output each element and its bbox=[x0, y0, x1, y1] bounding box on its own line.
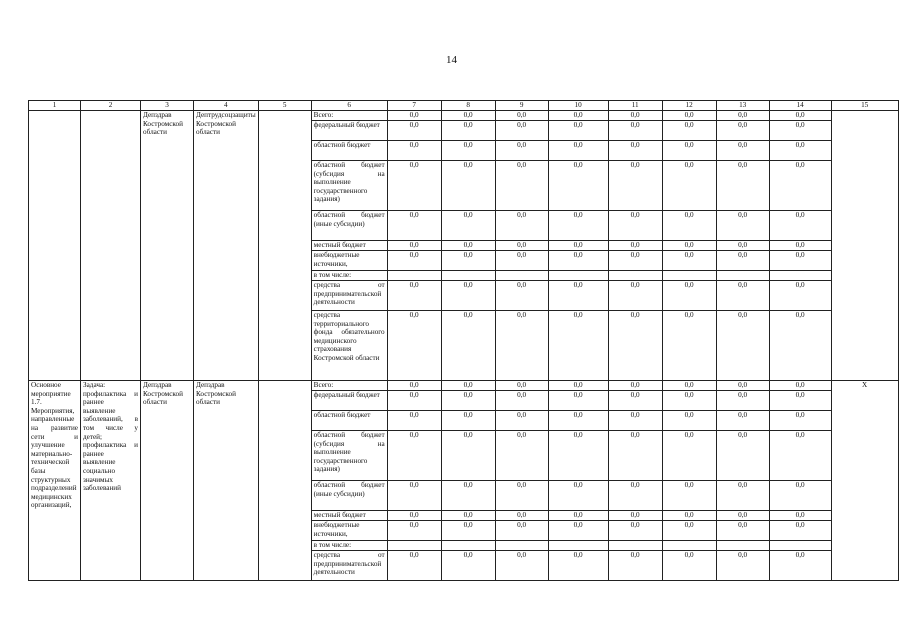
funding-source-label: областной бюджет bbox=[311, 411, 387, 431]
amount-cell: 0,0 bbox=[608, 241, 662, 251]
funding-source-label: внебюджетные источники, bbox=[311, 251, 387, 271]
amount-cell: 0,0 bbox=[495, 431, 548, 481]
amount-cell: 0,0 bbox=[769, 161, 831, 211]
program-activity-cell: Основное мероприятие 1.7. Мероприятия, направленные на развитие сети и улучшение материально-технической базы структурных подразделений медицинских организаций, bbox=[29, 381, 81, 581]
funding-source-label: средства территориального фонда обязательного медицинского страхования Костромской области bbox=[311, 311, 387, 381]
amount-cell: 0,0 bbox=[441, 481, 495, 511]
amount-cell: 0,0 bbox=[495, 121, 548, 141]
amount-cell bbox=[548, 541, 608, 551]
amount-cell: 0,0 bbox=[387, 211, 441, 241]
amount-cell bbox=[769, 541, 831, 551]
amount-cell: 0,0 bbox=[548, 521, 608, 541]
amount-cell: 0,0 bbox=[548, 161, 608, 211]
amount-cell: 0,0 bbox=[662, 551, 716, 581]
amount-cell: 0,0 bbox=[495, 141, 548, 161]
amount-cell: 0,0 bbox=[441, 381, 495, 391]
header-cell: 5 bbox=[258, 101, 311, 111]
co-executor-cell: Депздрав Костромской области bbox=[194, 381, 259, 581]
amount-cell: 0,0 bbox=[608, 121, 662, 141]
amount-cell bbox=[495, 271, 548, 281]
amount-cell: 0,0 bbox=[716, 431, 769, 481]
amount-cell: 0,0 bbox=[662, 251, 716, 271]
amount-cell: 0,0 bbox=[608, 411, 662, 431]
header-cell: 1 bbox=[29, 101, 81, 111]
amount-cell: 0,0 bbox=[769, 281, 831, 311]
amount-cell: 0,0 bbox=[716, 481, 769, 511]
amount-cell: 0,0 bbox=[387, 511, 441, 521]
amount-cell: 0,0 bbox=[495, 391, 548, 411]
amount-cell: 0,0 bbox=[548, 121, 608, 141]
funding-source-label: областной бюджет (иные субсидии) bbox=[311, 481, 387, 511]
amount-cell bbox=[769, 271, 831, 281]
funding-source-label: местный бюджет bbox=[311, 241, 387, 251]
header-cell: 9 bbox=[495, 101, 548, 111]
amount-cell: 0,0 bbox=[495, 511, 548, 521]
amount-cell: 0,0 bbox=[441, 521, 495, 541]
amount-cell: 0,0 bbox=[608, 381, 662, 391]
amount-cell: 0,0 bbox=[716, 241, 769, 251]
amount-cell: 0,0 bbox=[441, 431, 495, 481]
amount-cell: 0,0 bbox=[387, 161, 441, 211]
funding-source-label: в том числе: bbox=[311, 271, 387, 281]
header-cell: 13 bbox=[716, 101, 769, 111]
funding-source-label: федеральный бюджет bbox=[311, 121, 387, 141]
amount-cell: 0,0 bbox=[387, 481, 441, 511]
amount-cell: 0,0 bbox=[548, 251, 608, 271]
amount-cell: 0,0 bbox=[495, 381, 548, 391]
amount-cell: 0,0 bbox=[548, 111, 608, 121]
funding-source-label: федеральный бюджет bbox=[311, 391, 387, 411]
page-number: 14 bbox=[446, 54, 457, 66]
amount-cell: 0,0 bbox=[716, 411, 769, 431]
amount-cell: 0,0 bbox=[769, 391, 831, 411]
header-row bbox=[29, 101, 899, 111]
funding-source-label: средства от предпринимательской деятельности bbox=[311, 281, 387, 311]
header-cell: 12 bbox=[662, 101, 716, 111]
funding-source-label: областной бюджет bbox=[311, 141, 387, 161]
amount-cell: 0,0 bbox=[769, 511, 831, 521]
funding-source-label: внебюджетные источники, bbox=[311, 521, 387, 541]
amount-cell: 0,0 bbox=[716, 141, 769, 161]
amount-cell: 0,0 bbox=[548, 211, 608, 241]
amount-cell: 0,0 bbox=[769, 311, 831, 381]
amount-cell: 0,0 bbox=[662, 281, 716, 311]
amount-cell: 0,0 bbox=[608, 251, 662, 271]
amount-cell: 0,0 bbox=[441, 411, 495, 431]
amount-cell: 0,0 bbox=[495, 111, 548, 121]
amount-cell: 0,0 bbox=[662, 141, 716, 161]
empty-cell bbox=[258, 381, 311, 581]
amount-cell: 0,0 bbox=[608, 511, 662, 521]
amount-cell: 0,0 bbox=[716, 211, 769, 241]
amount-cell: 0,0 bbox=[548, 411, 608, 431]
amount-cell: 0,0 bbox=[548, 431, 608, 481]
amount-cell: 0,0 bbox=[608, 211, 662, 241]
amount-cell: 0,0 bbox=[441, 391, 495, 411]
amount-cell: 0,0 bbox=[769, 481, 831, 511]
amount-cell: 0,0 bbox=[769, 411, 831, 431]
empty-cell bbox=[258, 111, 311, 381]
amount-cell bbox=[495, 541, 548, 551]
amount-cell: 0,0 bbox=[608, 311, 662, 381]
amount-cell: 0,0 bbox=[441, 551, 495, 581]
amount-cell: 0,0 bbox=[716, 281, 769, 311]
amount-cell: 0,0 bbox=[769, 431, 831, 481]
amount-cell: 0,0 bbox=[441, 161, 495, 211]
program-activity-cell bbox=[29, 111, 81, 381]
amount-cell: 0,0 bbox=[608, 141, 662, 161]
amount-cell: 0,0 bbox=[387, 431, 441, 481]
amount-cell: 0,0 bbox=[716, 161, 769, 211]
amount-cell: 0,0 bbox=[662, 391, 716, 411]
header-cell: 3 bbox=[141, 101, 194, 111]
amount-cell: 0,0 bbox=[495, 411, 548, 431]
amount-cell: 0,0 bbox=[608, 551, 662, 581]
amount-cell bbox=[387, 271, 441, 281]
table-row bbox=[29, 381, 899, 391]
amount-cell: 0,0 bbox=[769, 111, 831, 121]
amount-cell: 0,0 bbox=[495, 481, 548, 511]
amount-cell: 0,0 bbox=[548, 311, 608, 381]
amount-cell: 0,0 bbox=[662, 121, 716, 141]
amount-cell: 0,0 bbox=[608, 281, 662, 311]
amount-cell: 0,0 bbox=[608, 431, 662, 481]
amount-cell: 0,0 bbox=[495, 251, 548, 271]
amount-cell: 0,0 bbox=[716, 511, 769, 521]
amount-cell: 0,0 bbox=[769, 381, 831, 391]
amount-cell: 0,0 bbox=[608, 521, 662, 541]
amount-cell: 0,0 bbox=[387, 281, 441, 311]
amount-cell bbox=[441, 271, 495, 281]
amount-cell: 0,0 bbox=[495, 241, 548, 251]
funding-source-label: областной бюджет (субсидия на выполнение государственного задания) bbox=[311, 161, 387, 211]
amount-cell: 0,0 bbox=[441, 281, 495, 311]
amount-cell: 0,0 bbox=[716, 121, 769, 141]
amount-cell: 0,0 bbox=[387, 411, 441, 431]
funding-source-label: областной бюджет (иные субсидии) bbox=[311, 211, 387, 241]
amount-cell: 0,0 bbox=[548, 141, 608, 161]
amount-cell: 0,0 bbox=[662, 481, 716, 511]
amount-cell bbox=[608, 541, 662, 551]
header-cell: 8 bbox=[441, 101, 495, 111]
funding-source-label: Всего: bbox=[311, 381, 387, 391]
amount-cell bbox=[548, 271, 608, 281]
amount-cell: 0,0 bbox=[495, 281, 548, 311]
task-cell bbox=[81, 111, 141, 381]
funding-source-label: Всего: bbox=[311, 111, 387, 121]
funding-source-label: в том числе: bbox=[311, 541, 387, 551]
amount-cell bbox=[716, 271, 769, 281]
indicator-cell: X bbox=[831, 381, 898, 581]
amount-cell: 0,0 bbox=[548, 391, 608, 411]
amount-cell: 0,0 bbox=[441, 251, 495, 271]
amount-cell: 0,0 bbox=[608, 161, 662, 211]
co-executor-cell: Дептрудсоцзащиты Костромской области bbox=[194, 111, 259, 381]
amount-cell bbox=[716, 541, 769, 551]
amount-cell: 0,0 bbox=[769, 551, 831, 581]
amount-cell: 0,0 bbox=[548, 281, 608, 311]
header-cell: 7 bbox=[387, 101, 441, 111]
funding-source-label: местный бюджет bbox=[311, 511, 387, 521]
amount-cell: 0,0 bbox=[495, 161, 548, 211]
amount-cell: 0,0 bbox=[387, 521, 441, 541]
amount-cell: 0,0 bbox=[387, 141, 441, 161]
amount-cell: 0,0 bbox=[716, 251, 769, 271]
amount-cell: 0,0 bbox=[662, 311, 716, 381]
amount-cell: 0,0 bbox=[769, 141, 831, 161]
amount-cell: 0,0 bbox=[441, 241, 495, 251]
amount-cell bbox=[662, 271, 716, 281]
amount-cell: 0,0 bbox=[769, 521, 831, 541]
amount-cell: 0,0 bbox=[716, 521, 769, 541]
header-cell: 10 bbox=[548, 101, 608, 111]
amount-cell: 0,0 bbox=[662, 241, 716, 251]
indicator-cell bbox=[831, 111, 898, 381]
amount-cell: 0,0 bbox=[662, 381, 716, 391]
amount-cell: 0,0 bbox=[662, 211, 716, 241]
amount-cell: 0,0 bbox=[387, 241, 441, 251]
amount-cell: 0,0 bbox=[548, 511, 608, 521]
amount-cell bbox=[441, 541, 495, 551]
task-cell: Задача: профилактика и раннее выявление заболеваний, в том числе у детей; профилактика и раннее выявление социально значимых заболеваний bbox=[81, 381, 141, 581]
amount-cell: 0,0 bbox=[387, 381, 441, 391]
amount-cell: 0,0 bbox=[769, 211, 831, 241]
header-cell: 11 bbox=[608, 101, 662, 111]
header-cell: 4 bbox=[194, 101, 259, 111]
amount-cell: 0,0 bbox=[441, 111, 495, 121]
amount-cell: 0,0 bbox=[441, 511, 495, 521]
executor-cell: Депздрав Костромской области bbox=[141, 111, 194, 381]
amount-cell: 0,0 bbox=[769, 121, 831, 141]
amount-cell: 0,0 bbox=[495, 211, 548, 241]
amount-cell: 0,0 bbox=[662, 431, 716, 481]
amount-cell: 0,0 bbox=[548, 551, 608, 581]
amount-cell: 0,0 bbox=[387, 551, 441, 581]
header-cell: 2 bbox=[81, 101, 141, 111]
amount-cell: 0,0 bbox=[387, 311, 441, 381]
amount-cell: 0,0 bbox=[608, 391, 662, 411]
amount-cell: 0,0 bbox=[716, 551, 769, 581]
amount-cell: 0,0 bbox=[495, 551, 548, 581]
budget-table bbox=[28, 100, 899, 581]
amount-cell: 0,0 bbox=[662, 511, 716, 521]
amount-cell bbox=[662, 541, 716, 551]
header-cell: 14 bbox=[769, 101, 831, 111]
amount-cell: 0,0 bbox=[495, 521, 548, 541]
amount-cell: 0,0 bbox=[387, 121, 441, 141]
funding-source-label: средства от предпринимательской деятельности bbox=[311, 551, 387, 581]
amount-cell: 0,0 bbox=[548, 241, 608, 251]
amount-cell: 0,0 bbox=[716, 311, 769, 381]
header-cell: 15 bbox=[831, 101, 898, 111]
amount-cell: 0,0 bbox=[716, 391, 769, 411]
amount-cell: 0,0 bbox=[608, 111, 662, 121]
amount-cell: 0,0 bbox=[387, 391, 441, 411]
amount-cell: 0,0 bbox=[662, 411, 716, 431]
header-cell: 6 bbox=[311, 101, 387, 111]
amount-cell: 0,0 bbox=[716, 381, 769, 391]
amount-cell: 0,0 bbox=[662, 111, 716, 121]
amount-cell: 0,0 bbox=[662, 521, 716, 541]
amount-cell: 0,0 bbox=[548, 481, 608, 511]
amount-cell: 0,0 bbox=[769, 251, 831, 271]
amount-cell: 0,0 bbox=[608, 481, 662, 511]
amount-cell: 0,0 bbox=[441, 141, 495, 161]
amount-cell: 0,0 bbox=[495, 311, 548, 381]
funding-source-label: областной бюджет (субсидия на выполнение государственного задания) bbox=[311, 431, 387, 481]
amount-cell: 0,0 bbox=[441, 211, 495, 241]
amount-cell: 0,0 bbox=[441, 121, 495, 141]
amount-cell: 0,0 bbox=[716, 111, 769, 121]
executor-cell: Депздрав Костромской области bbox=[141, 381, 194, 581]
amount-cell: 0,0 bbox=[769, 241, 831, 251]
amount-cell bbox=[608, 271, 662, 281]
amount-cell: 0,0 bbox=[662, 161, 716, 211]
amount-cell: 0,0 bbox=[387, 111, 441, 121]
amount-cell bbox=[387, 541, 441, 551]
amount-cell: 0,0 bbox=[387, 251, 441, 271]
table-row bbox=[29, 111, 899, 121]
amount-cell: 0,0 bbox=[441, 311, 495, 381]
amount-cell: 0,0 bbox=[548, 381, 608, 391]
